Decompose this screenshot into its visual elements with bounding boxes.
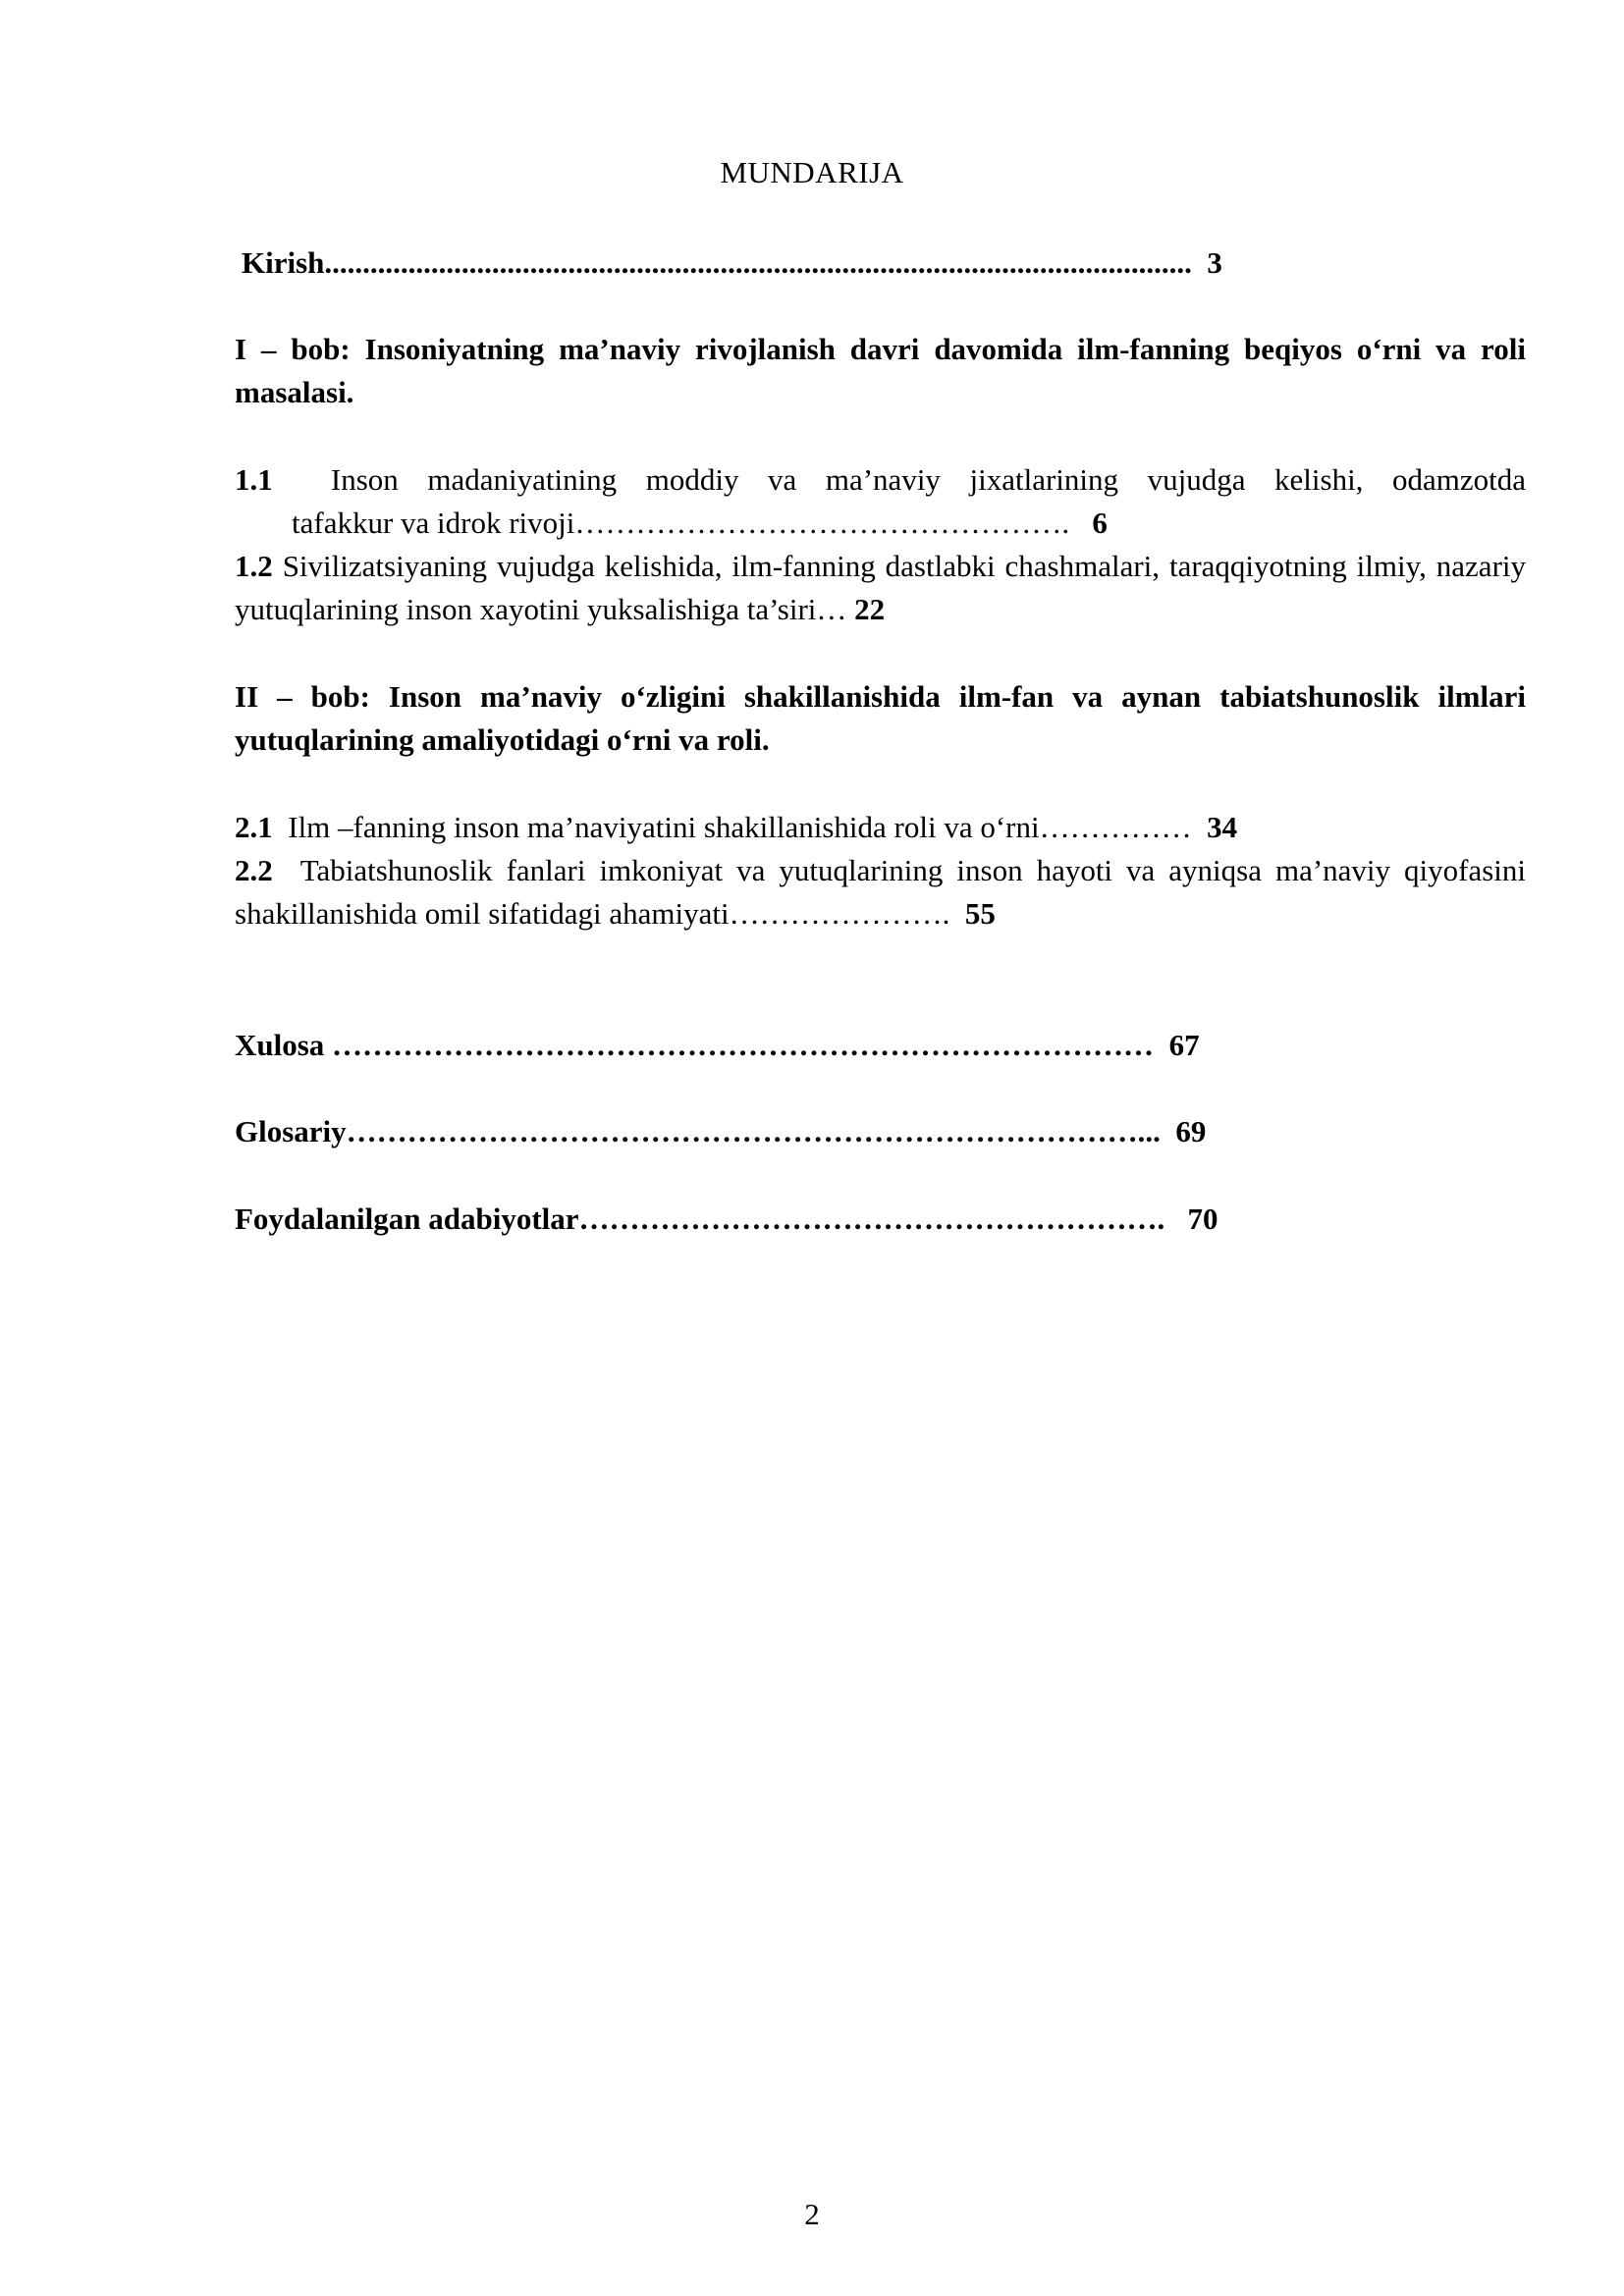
chapter-2-heading[interactable]: II – bob: Inson ma’naviy o‘zligini shakillanishida ilm-fan va aynan tabiatshunoslik ilmlari yutuqlarining amaliyotidagi o‘rni va roli. <box>235 679 1526 757</box>
section-title-line1: Inson madaniyatining moddiy va ma’naviy jixatlarining vujudga kelishi, odamzotda <box>330 462 1527 497</box>
section-page: 22 <box>854 592 886 626</box>
section-page: 34 <box>1207 810 1238 844</box>
toc-entry-xulosa[interactable] <box>235 1024 1526 1067</box>
section-page: 6 <box>1092 506 1108 540</box>
toc-entry-page: 70 <box>1187 1201 1218 1236</box>
toc-entry-page: 3 <box>1207 245 1222 280</box>
section-number: 2.2 <box>235 853 273 887</box>
toc-entry-2-2[interactable] <box>235 849 1526 935</box>
toc-entry-label: Xulosa ……………………………………………………………………… <box>235 1028 1155 1062</box>
toc-entry-2-1[interactable] <box>235 806 1526 849</box>
section-number: 1.2 <box>235 549 273 583</box>
toc-entry-glosariy[interactable] <box>235 1110 1526 1153</box>
toc-entry-adabiyotlar[interactable] <box>235 1198 1526 1241</box>
section-number: 2.1 <box>235 810 273 844</box>
toc-entry-label: Glosariy……………………………………………………………………... <box>235 1114 1161 1148</box>
toc-entry-label: Kirish.................................................................................................................. <box>242 245 1192 280</box>
page-number: 2 <box>804 2197 820 2231</box>
section-title: Sivilizatsiyaning vujudga kelishida, ilm-fanning dastlabki chashmalari, taraqqiyotning ilmiy, nazariy yutuqlarining inson xayotini yuksalishiga ta’siri… <box>235 549 1527 626</box>
page-title: MUNDARIJA <box>720 155 904 189</box>
section-number: 1.1 <box>235 462 273 497</box>
toc-entry-1-1[interactable] <box>235 458 1526 545</box>
section-title: Tabiatshunoslik fanlari imkoniyat va yutuqlarining inson hayoti va ayniqsa ma’naviy qiyofasini shakillanishida omil sifatidagi ahamiyati…………………. <box>235 853 1526 931</box>
toc-entry-1-2[interactable] <box>235 545 1526 631</box>
section-page: 55 <box>964 896 996 931</box>
section-title-line2: tafakkur va idrok rivoji…………………………………………. <box>292 506 1070 540</box>
chapter-1-heading[interactable]: I – bob: Insoniyatning ma’naviy rivojlanish davri davomida ilm-fanning beqiyos o‘rni va roli masalasi. <box>235 332 1526 409</box>
toc-entry-page: 67 <box>1168 1028 1200 1062</box>
toc-entry-page: 69 <box>1175 1114 1207 1148</box>
toc-entry-label: Foydalanilgan adabiyotlar…………………………………………………. <box>235 1201 1165 1236</box>
section-title: Ilm –fanning inson ma’naviyatini shakillanishida roli va o‘rni…………… <box>288 810 1192 844</box>
toc-entry-kirish[interactable] <box>242 241 1533 285</box>
